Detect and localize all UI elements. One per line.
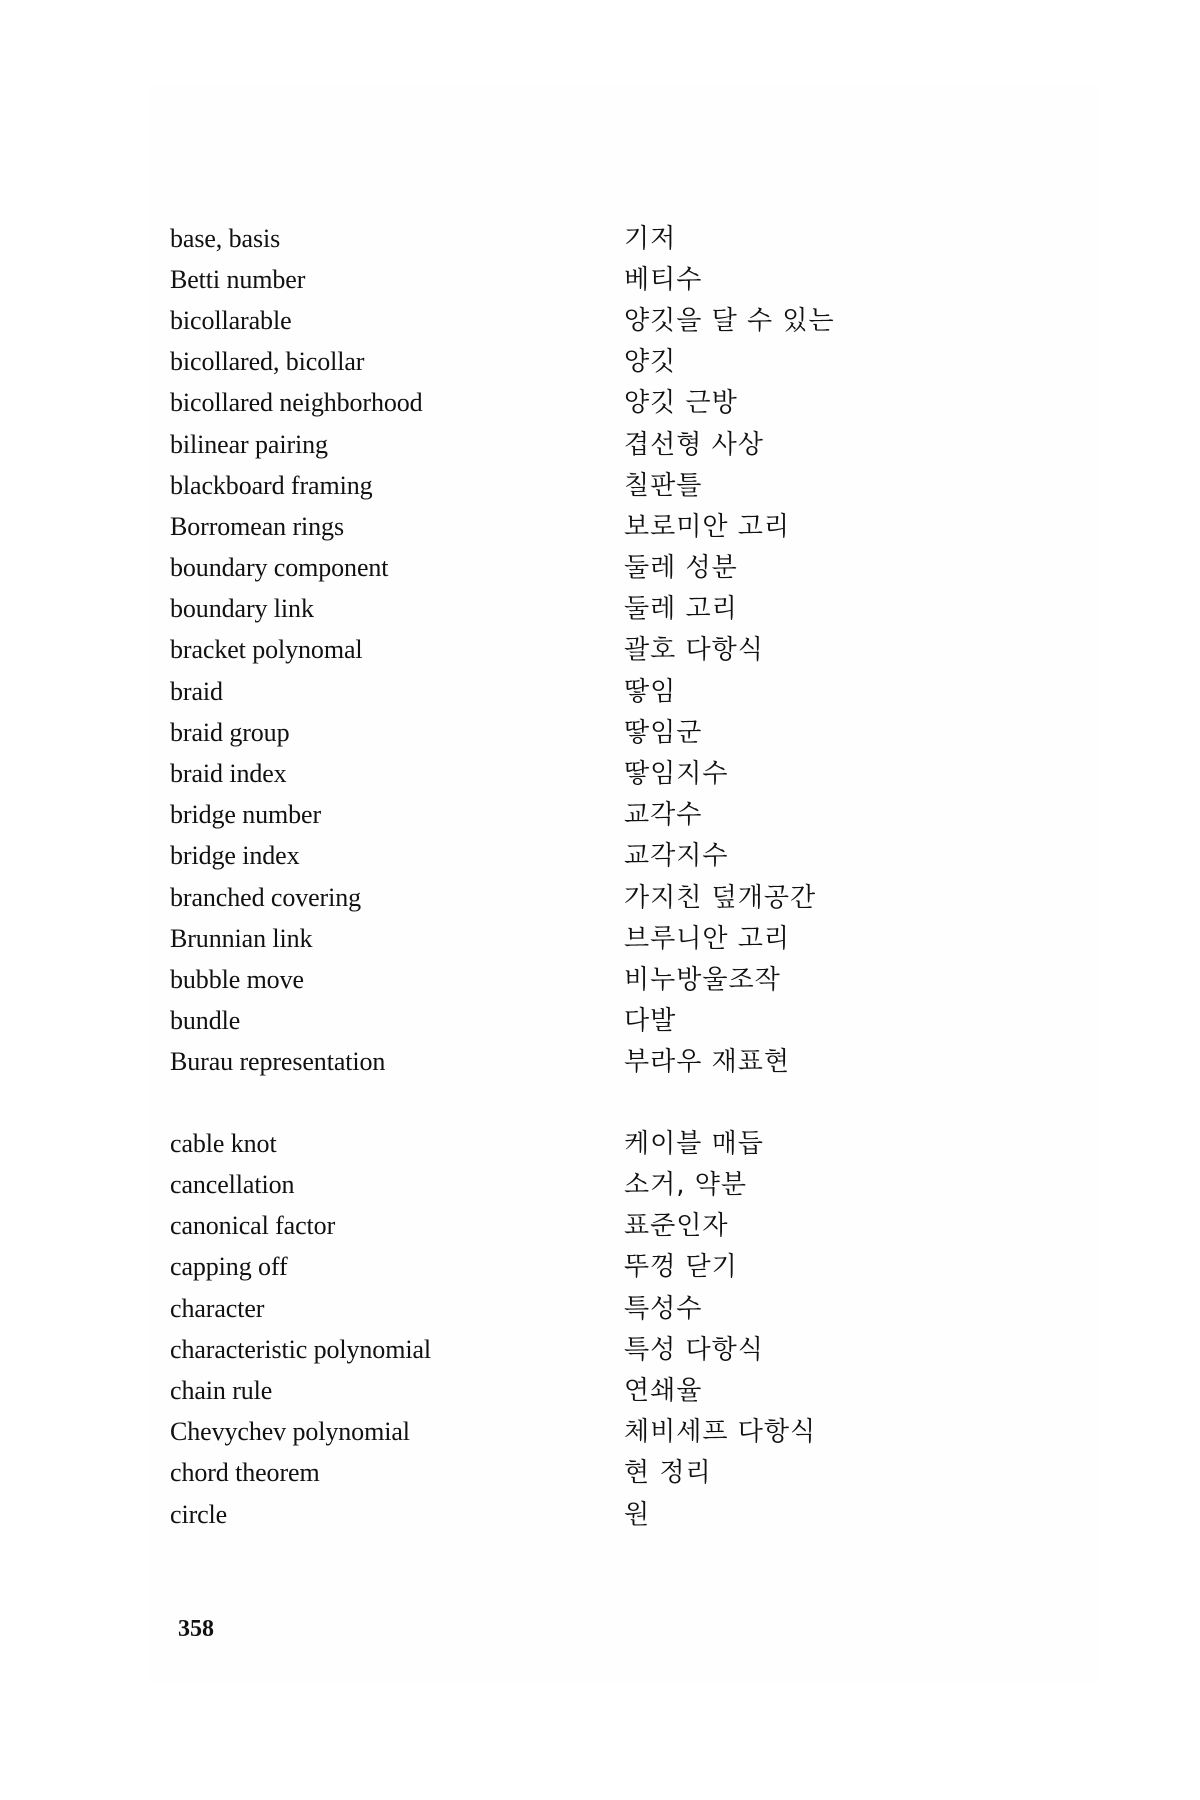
glossary-translation: 연쇄율 — [624, 1376, 703, 1407]
glossary-entry — [170, 465, 970, 506]
glossary-translation: 양깃을 달 수 있는 — [624, 305, 835, 336]
glossary-entry — [170, 753, 970, 794]
glossary-translation: 칠판틀 — [624, 470, 703, 501]
glossary-term: bicollared, bicollar — [170, 347, 365, 377]
glossary-term: bilinear pairing — [170, 429, 328, 459]
glossary-entry — [170, 1001, 970, 1042]
glossary-entry — [170, 342, 970, 383]
glossary-term: canonical factor — [170, 1211, 336, 1241]
glossary-translation: 베티수 — [624, 264, 703, 295]
glossary-translation: 기저 — [624, 223, 677, 254]
glossary-entry — [170, 1206, 970, 1247]
glossary-term: boundary link — [170, 594, 314, 624]
glossary-section — [170, 1123, 970, 1535]
glossary-term: bridge index — [170, 841, 300, 871]
glossary-translation: 브루니안 고리 — [624, 923, 790, 954]
glossary-entry — [170, 1042, 970, 1083]
glossary-translation: 표준인자 — [624, 1211, 729, 1242]
glossary-term: branched covering — [170, 882, 362, 912]
glossary-translation: 땋임지수 — [624, 759, 729, 790]
glossary-term: bicollared neighborhood — [170, 388, 423, 418]
glossary-entry — [170, 1165, 970, 1206]
glossary-entry — [170, 218, 970, 259]
glossary-term: braid index — [170, 759, 287, 789]
glossary-entry — [170, 1370, 970, 1411]
glossary-entry — [170, 589, 970, 630]
glossary-term: capping off — [170, 1252, 288, 1282]
glossary-entry — [170, 1412, 970, 1453]
glossary-term: Burau representation — [170, 1047, 386, 1077]
glossary-entry — [170, 1329, 970, 1370]
glossary-term: characteristic polynomial — [170, 1334, 432, 1364]
glossary-entry — [170, 424, 970, 465]
glossary-term: bubble move — [170, 964, 304, 994]
glossary-term: bridge number — [170, 800, 322, 830]
glossary-term: braid — [170, 676, 223, 706]
glossary-entry — [170, 506, 970, 547]
glossary-entry — [170, 1247, 970, 1288]
glossary-translation: 뚜껑 닫기 — [624, 1252, 738, 1283]
glossary-translation: 양깃 근방 — [624, 388, 738, 419]
glossary-term: cable knot — [170, 1128, 277, 1158]
glossary-entry — [170, 630, 970, 671]
glossary-entry — [170, 795, 970, 836]
glossary-term: Betti number — [170, 264, 306, 294]
glossary-term: Borromean rings — [170, 511, 344, 541]
glossary-entry — [170, 671, 970, 712]
glossary-term: boundary component — [170, 553, 389, 583]
glossary-entry — [170, 548, 970, 589]
glossary-translation: 비누방울조작 — [624, 964, 781, 995]
glossary-translation: 양깃 — [624, 347, 677, 378]
glossary-entry — [170, 877, 970, 918]
glossary-translation: 체비세프 다항식 — [624, 1417, 817, 1448]
glossary-translation: 괄호 다항식 — [624, 635, 764, 666]
glossary-translation: 원 — [624, 1499, 651, 1530]
glossary-term: bracket polynomal — [170, 635, 363, 665]
glossary-translation: 교각지수 — [624, 841, 729, 872]
glossary-entry — [170, 1494, 970, 1535]
glossary-entry — [170, 712, 970, 753]
glossary-entry — [170, 1123, 970, 1164]
glossary-term: chain rule — [170, 1376, 273, 1406]
glossary-term: bicollarable — [170, 305, 292, 335]
glossary-translation: 보로미안 고리 — [624, 511, 790, 542]
glossary-translation: 겹선형 사상 — [624, 429, 764, 460]
glossary-translation: 땋임 — [624, 676, 677, 707]
glossary-term: blackboard framing — [170, 470, 373, 500]
glossary-translation: 현 정리 — [624, 1458, 712, 1489]
glossary-term: bundle — [170, 1006, 241, 1036]
glossary-translation: 다발 — [624, 1006, 677, 1037]
glossary-translation: 케이블 매듭 — [624, 1128, 764, 1159]
glossary-translation: 둘레 성분 — [624, 553, 738, 584]
glossary-entry — [170, 836, 970, 877]
glossary-entry — [170, 1453, 970, 1494]
glossary-section — [170, 218, 970, 1083]
glossary-entry — [170, 383, 970, 424]
glossary-translation: 부라우 재표현 — [624, 1047, 790, 1078]
glossary-translation: 특성 다항식 — [624, 1334, 764, 1365]
glossary-term: Chevychev polynomial — [170, 1417, 410, 1447]
glossary-translation: 둘레 고리 — [624, 594, 738, 625]
glossary-term: braid group — [170, 717, 290, 747]
glossary-entry — [170, 259, 970, 300]
glossary-term: Brunnian link — [170, 923, 313, 953]
glossary-entry — [170, 300, 970, 341]
glossary-term: circle — [170, 1499, 228, 1529]
glossary-term: cancellation — [170, 1170, 295, 1200]
glossary-term: character — [170, 1293, 265, 1323]
glossary-translation: 교각수 — [624, 800, 703, 831]
page-number: 358 — [178, 1616, 214, 1642]
glossary-entry — [170, 959, 970, 1000]
glossary-entry — [170, 918, 970, 959]
glossary — [170, 218, 970, 1535]
glossary-translation: 소거, 약분 — [624, 1170, 747, 1201]
glossary-term: base, basis — [170, 223, 281, 253]
glossary-term: chord theorem — [170, 1458, 320, 1488]
glossary-translation: 땋임군 — [624, 717, 703, 748]
glossary-translation: 특성수 — [624, 1293, 703, 1324]
glossary-entry — [170, 1288, 970, 1329]
glossary-translation: 가지친 덮개공간 — [624, 882, 817, 913]
